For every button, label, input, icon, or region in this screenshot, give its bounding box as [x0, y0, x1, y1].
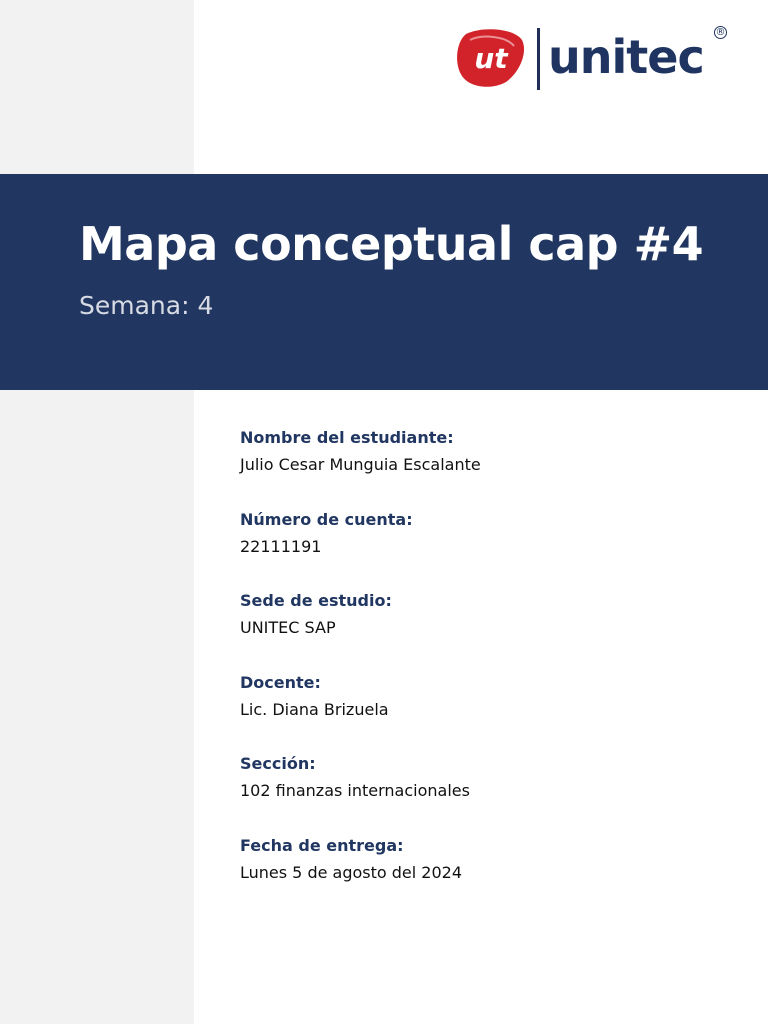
field-label: Nombre del estudiante:	[240, 428, 454, 447]
unitec-logo	[456, 26, 728, 92]
document-title: Mapa conceptual cap #4	[79, 217, 704, 271]
field-teacher	[240, 671, 720, 753]
document-subtitle: Semana: 4	[79, 291, 214, 320]
field-value: Lunes 5 de agosto del 2024	[240, 862, 463, 882]
svg-text:ut: ut	[474, 42, 508, 75]
field-due-date	[240, 834, 720, 916]
field-account-number	[240, 508, 720, 590]
field-value: 22111191	[240, 536, 322, 556]
field-label: Fecha de entrega:	[240, 835, 404, 855]
title-banner	[0, 174, 768, 390]
field-value: Lic. Diana Brizuela	[240, 699, 389, 719]
field-value: UNITEC SAP	[240, 618, 336, 638]
field-label: Número de cuenta:	[240, 509, 413, 529]
registered-mark: ®	[715, 27, 726, 38]
field-section	[240, 752, 720, 834]
field-value: Julio Cesar Munguia Escalante	[240, 455, 481, 474]
field-campus	[240, 589, 720, 671]
field-value: 102 finanzas internacionales	[240, 781, 470, 801]
logo-divider	[537, 28, 540, 90]
brand-wordmark: unitec	[548, 30, 704, 84]
field-label: Sede de estudio:	[240, 591, 392, 611]
left-gray-strip	[0, 0, 194, 1024]
field-label: Docente:	[240, 672, 321, 692]
field-student-name	[240, 426, 720, 508]
field-label: Sección:	[240, 754, 316, 774]
ut-logo-mark-icon	[456, 28, 526, 88]
student-info	[240, 426, 720, 916]
